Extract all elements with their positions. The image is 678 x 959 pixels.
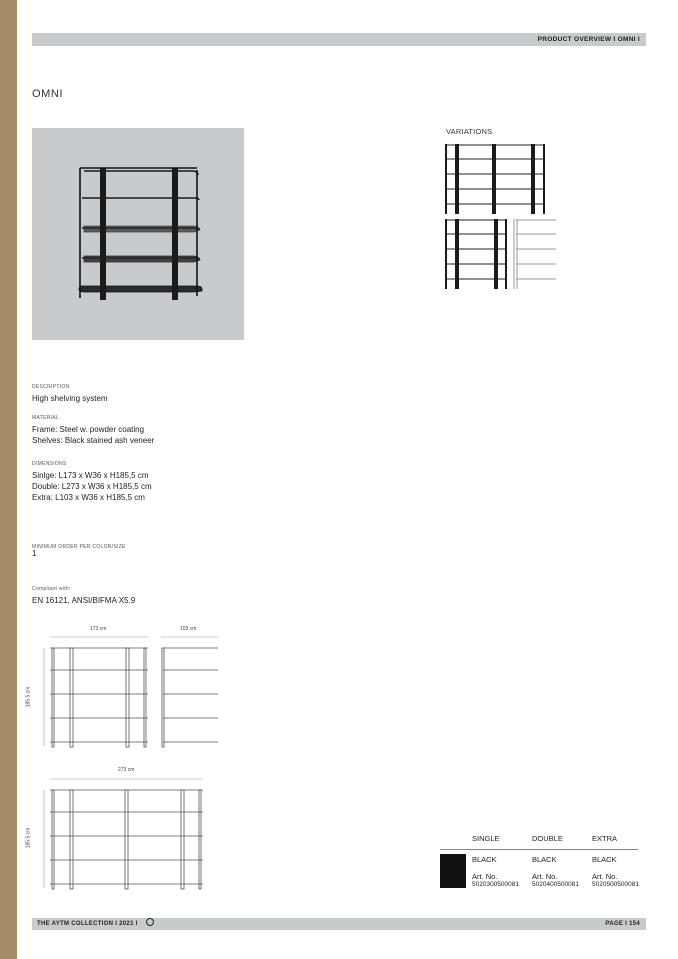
- header-title: PRODUCT OVERVIEW I OMNI I: [537, 36, 640, 43]
- spec-minimum-order-value: 1: [32, 549, 37, 558]
- spec-minimum-order-label: MINIMUM ORDER PER COLOR/SIZE: [32, 544, 126, 550]
- spec-dimensions-label: DIMENSIONS: [32, 461, 67, 467]
- table-artlabel-single: Art. No.: [472, 872, 498, 881]
- drawing-single-extra: [25, 624, 228, 754]
- drawing-double: [25, 765, 213, 895]
- variation-single-illustration: [444, 218, 510, 290]
- dim-double-width: 273 cm: [118, 767, 135, 773]
- spec-material-label: MATERIAL: [32, 415, 60, 421]
- double-line-drawing: [28, 765, 213, 895]
- brand-logo-icon: [146, 918, 154, 926]
- table-header-single: SINGLE: [472, 834, 500, 843]
- table-header-extra: EXTRA: [592, 834, 618, 843]
- spec-material-line: Shelves: Black stained ash veneer: [32, 436, 155, 445]
- footer-collection: THE AYTM COLLECTION I 2021 I: [37, 921, 138, 927]
- spec-compliance-value: EN 16121, ANSI/BIFMA X5.9: [32, 596, 136, 605]
- footer-left: [37, 918, 154, 930]
- dim-extra-width: 103 cm: [180, 626, 197, 632]
- table-color-extra: BLACK: [592, 855, 617, 864]
- footer-page: PAGE I 154: [605, 921, 640, 927]
- table-artno-extra: 5020500500081: [592, 881, 639, 888]
- table-artlabel-double: Art. No.: [532, 872, 558, 881]
- spec-dimensions: [32, 461, 152, 503]
- product-image: [32, 128, 244, 340]
- spec-material-line: Frame: Steel w. powder coating: [32, 425, 145, 434]
- spec-material: [32, 415, 154, 446]
- header-bar: [32, 33, 646, 46]
- footer-bar: [32, 918, 646, 930]
- variations-label: VARIATIONS: [446, 127, 493, 136]
- variation-double-illustration: [444, 143, 548, 215]
- spec-description-line: High shelving system: [32, 394, 108, 403]
- table-divider: [440, 849, 638, 850]
- table-header-double: DOUBLE: [532, 834, 563, 843]
- shelf-illustration: [32, 128, 244, 340]
- dim-height-1: 185.5 cm: [25, 686, 32, 708]
- spec-dimensions-line: Sinlge: L173 x W36 x H185,5 cm: [32, 471, 149, 480]
- dim-single-width: 173 cm: [90, 626, 107, 632]
- table-artlabel-extra: Art. No.: [592, 872, 618, 881]
- product-title: OMNI: [32, 88, 64, 100]
- spec-description-label: DESCRIPTION: [32, 384, 70, 390]
- variation-extra-illustration: [512, 218, 558, 290]
- spec-description: [32, 384, 108, 404]
- single-extra-line-drawing: [28, 624, 228, 754]
- table-artno-single: 5020300500081: [472, 881, 519, 888]
- spec-dimensions-line: Extra: L103 x W36 x H185,5 cm: [32, 493, 145, 502]
- spec-compliance-label: Compliant with:: [32, 586, 71, 592]
- side-accent-strip: [0, 0, 17, 959]
- table-artno-double: 5020400500081: [532, 881, 579, 888]
- spec-minimum-order: [32, 544, 126, 558]
- color-swatch-black: [440, 854, 466, 888]
- table-color-single: BLACK: [472, 855, 497, 864]
- dim-height-2: 185.5 cm: [25, 827, 32, 849]
- table-color-double: BLACK: [532, 855, 557, 864]
- spec-dimensions-line: Double: L273 x W36 x H185,5 cm: [32, 482, 152, 491]
- spec-compliance: [32, 586, 135, 606]
